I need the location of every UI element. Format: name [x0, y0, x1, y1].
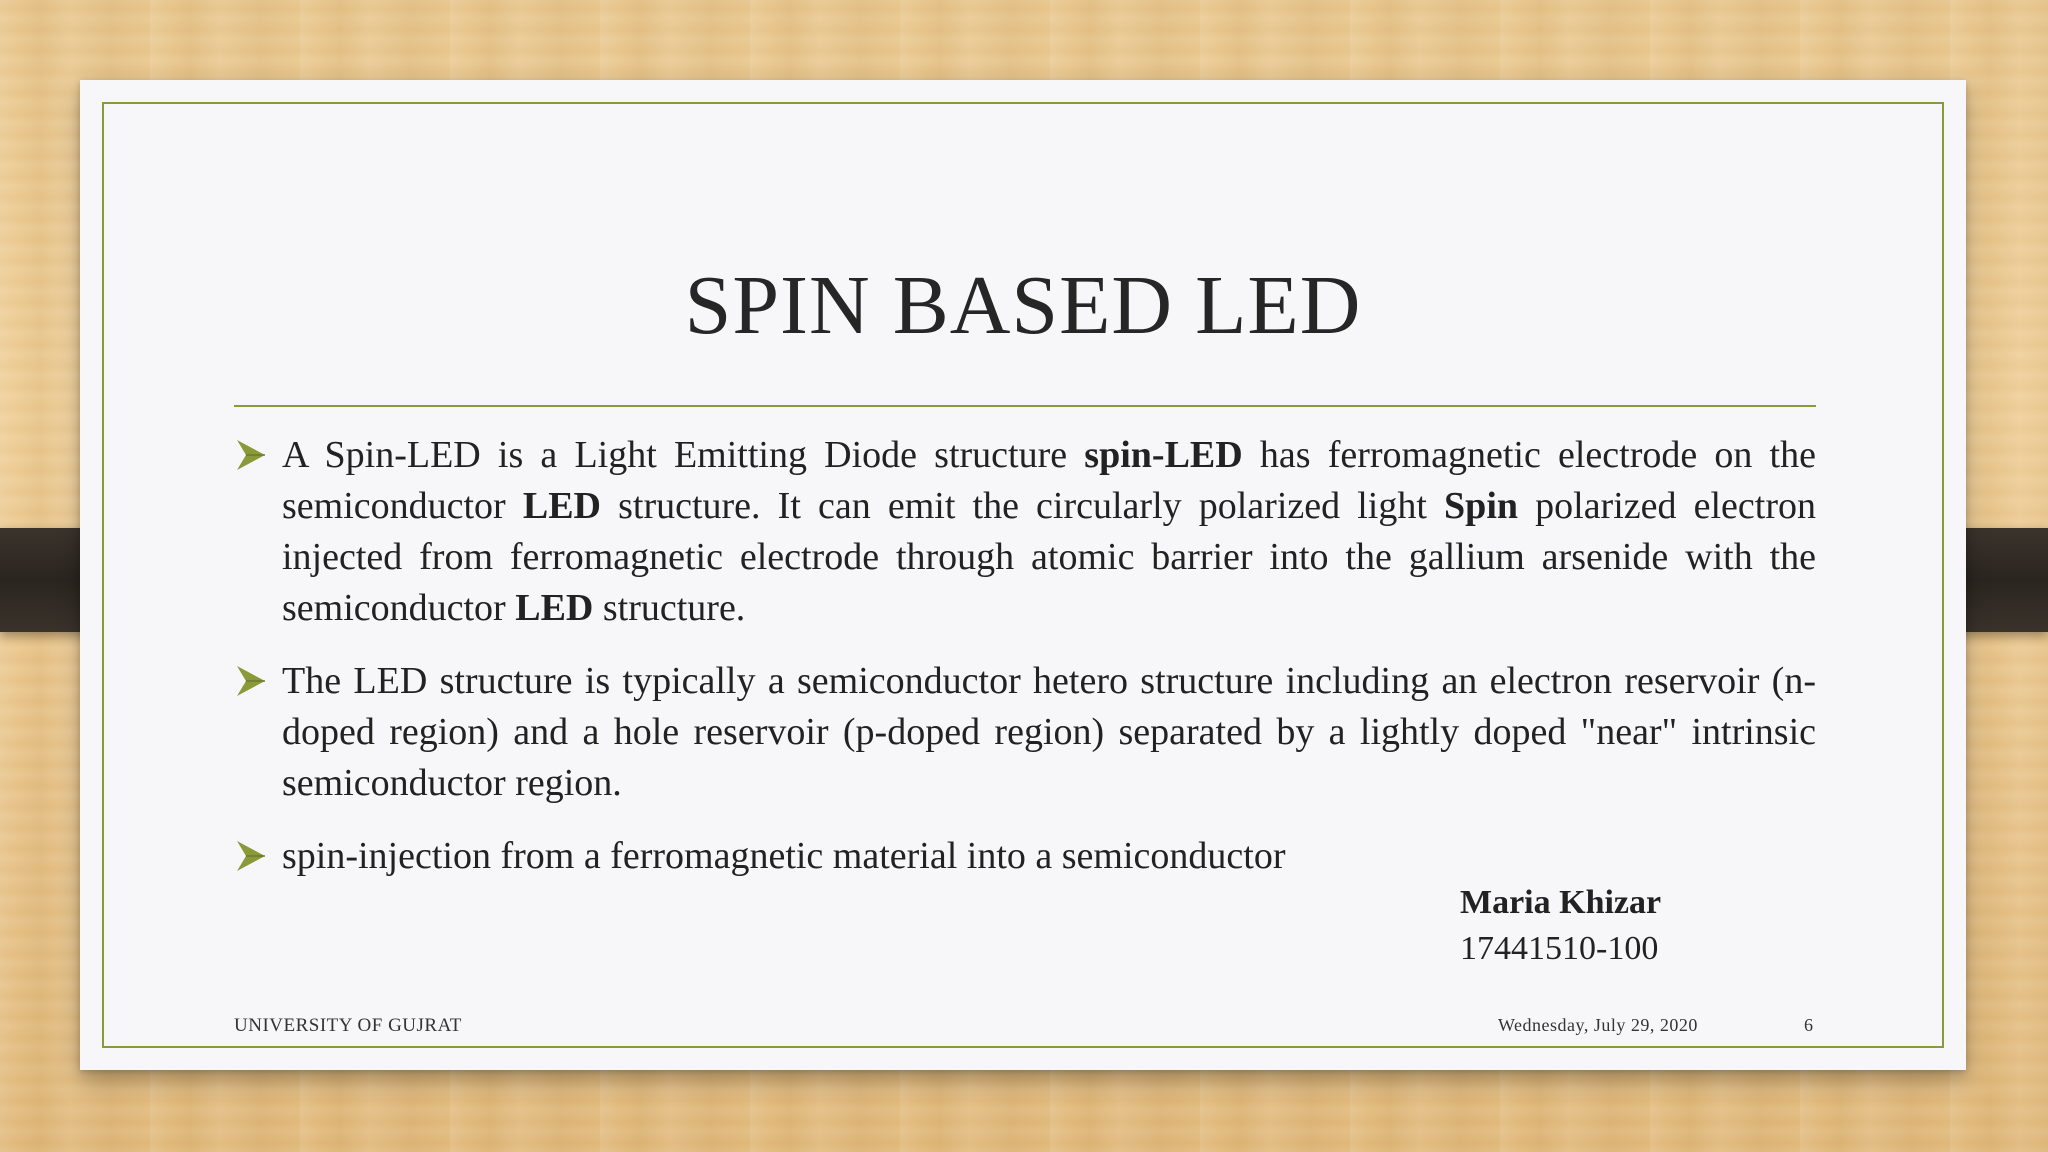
slide-paper [80, 80, 1966, 1070]
slide-body [234, 430, 1816, 904]
bullet-text [282, 660, 1816, 804]
title-divider [234, 405, 1816, 407]
author-block [1460, 880, 1661, 972]
author-id: 17441510-100 [1460, 930, 1659, 967]
footer-page-number: 6 [1804, 1015, 1814, 1035]
bullet-item [234, 430, 1816, 634]
text-run: has ferromagnetic electrode on the semiconductor [282, 434, 1816, 527]
text-run: A Spin-LED is a Light Emitting Diode structure [282, 434, 1085, 476]
author-name: Maria Khizar [1460, 884, 1662, 921]
arrowhead-bullet-icon [236, 664, 266, 698]
bold-text-run: Spin [1444, 485, 1519, 527]
arrowhead-bullet-icon [236, 839, 266, 873]
text-run: spin-injection from a ferromagnetic material into a semiconductor [282, 835, 1286, 877]
bold-text-run: LED [522, 485, 601, 527]
bold-text-run: LED [515, 587, 594, 629]
bullet-item [234, 656, 1816, 809]
arrowhead-bullet-icon [236, 438, 266, 472]
bullet-text [282, 835, 1285, 877]
footer-date: Wednesday, July 29, 2020 [1498, 1015, 1698, 1035]
footer-institution: UNIVERSITY OF GUJRAT [234, 1015, 462, 1036]
text-run: structure. It can emit the circularly polarized light [600, 485, 1445, 527]
text-run: structure. [593, 587, 746, 629]
text-run: The LED structure is typically a semiconductor hetero structure including an electron reservoir (n-doped region) and a hole reservoir (p-doped region) separated by a lightly doped "near" intrinsic semiconductor region. [282, 660, 1816, 804]
bullet-item [234, 831, 1816, 882]
bold-text-run: spin-LED [1084, 434, 1243, 476]
text-run: polarized electron injected from ferromagnetic electrode through atomic barrier into the gallium arsenide with the semiconductor [282, 485, 1816, 629]
slide-title: SPIN BASED LED [684, 259, 1362, 352]
bullet-text [282, 434, 1816, 629]
